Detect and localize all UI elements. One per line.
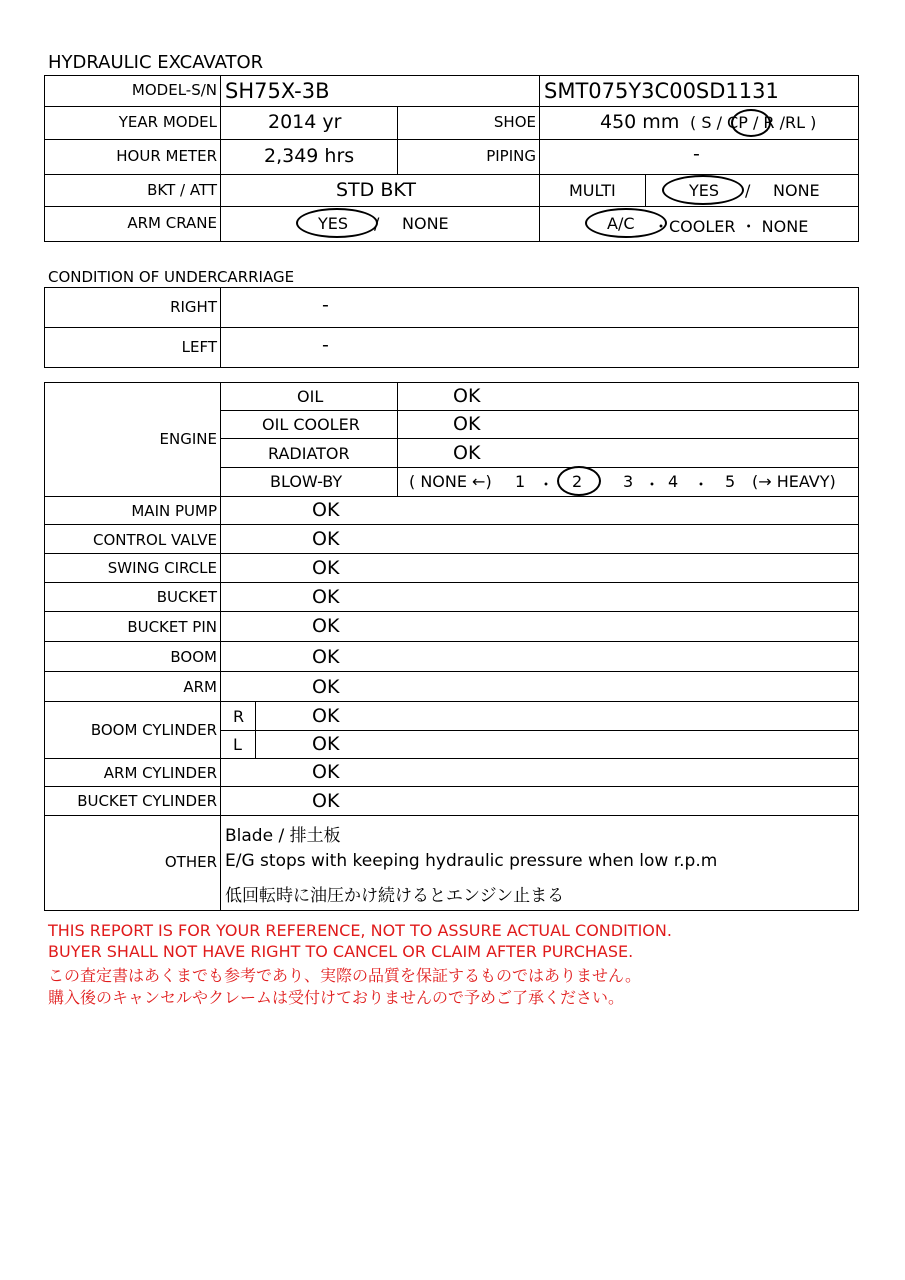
multi-sep: / <box>745 181 751 200</box>
shoe-options: ( S / CP / R /RL ) <box>690 113 817 132</box>
multi-yes: YES <box>689 181 720 200</box>
blowby-dot-2: ・ <box>644 475 661 494</box>
oil-cooler-label: OIL COOLER <box>262 415 360 434</box>
blowby-2: 2 <box>572 472 583 491</box>
crane-yes: YES <box>318 214 349 233</box>
blowby-dot-1: ・ <box>538 475 555 494</box>
arm-value: OK <box>312 676 340 698</box>
crane-yes-circle <box>296 208 378 238</box>
hours-value: 2,349 hrs <box>264 145 355 167</box>
blowby-3: 3 <box>623 472 634 491</box>
main-pump-label: MAIN PUMP <box>131 502 217 520</box>
piping-label: PIPING <box>486 147 536 165</box>
shoe-mm-value: 450 mm <box>600 111 680 133</box>
blowby-scale-start: ( NONE ←) <box>409 472 492 491</box>
hour-meter-label: HOUR METER <box>116 147 217 165</box>
crane-sep: / <box>374 214 380 233</box>
model-value: SH75X-3B <box>225 79 330 103</box>
bucket-cylinder-value: OK <box>312 790 340 812</box>
disclaimer-line-4: 購入後のキャンセルやクレームは受付けておりませんので予めご了承ください。 <box>48 988 625 1007</box>
uc-left-value: - <box>322 334 329 356</box>
uc-right-label: RIGHT <box>170 298 217 316</box>
disclaimer-line-2: BUYER SHALL NOT HAVE RIGHT TO CANCEL OR CLAIM AFTER PURCHASE. <box>48 942 634 961</box>
undercarriage-heading: CONDITION OF UNDERCARRIAGE <box>48 268 295 286</box>
multi-yes-circle <box>662 175 744 205</box>
arm-cylinder-value: OK <box>312 761 340 783</box>
arm-label: ARM <box>183 678 217 696</box>
disclaimer-line-1: THIS REPORT IS FOR YOUR REFERENCE, NOT TO ASSURE ACTUAL CONDITION. <box>48 921 672 940</box>
bucket-value: OK <box>312 586 340 608</box>
blowby-dot-3: ・ <box>693 475 710 494</box>
uc-left-label: LEFT <box>181 338 217 356</box>
other-label: OTHER <box>164 853 217 871</box>
model-sn-label: MODEL-S/N <box>131 81 217 99</box>
boom-label: BOOM <box>170 648 217 666</box>
radiator-value: OK <box>453 442 481 464</box>
arm-crane-label: ARM CRANE <box>127 214 217 232</box>
boom-value: OK <box>312 646 340 668</box>
year-model-label: YEAR MODEL <box>118 113 217 131</box>
condition-table <box>44 382 859 911</box>
oil-value: OK <box>453 385 481 407</box>
oil-label: OIL <box>297 387 324 406</box>
swing-circle-label: SWING CIRCLE <box>107 559 217 577</box>
year-value: 2014 yr <box>268 111 342 133</box>
boom-cyl-l-value: OK <box>312 733 340 755</box>
crane-none: NONE <box>402 214 449 233</box>
bkt-value: STD BKT <box>336 179 416 201</box>
shoe-cp-circle <box>731 109 771 137</box>
bucket-pin-value: OK <box>312 615 340 637</box>
other-line-1: Blade / 排土板 <box>225 826 341 846</box>
blowby-scale-end: (→ HEAVY) <box>752 472 836 491</box>
control-valve-label: CONTROL VALVE <box>92 531 217 549</box>
page-title: HYDRAULIC EXCAVATOR <box>48 52 264 73</box>
swing-circle-value: OK <box>312 557 340 579</box>
boom-cylinder-label: BOOM CYLINDER <box>90 721 217 739</box>
shoe-label: SHOE <box>493 113 536 131</box>
blowby-label: BLOW-BY <box>270 472 343 491</box>
boom-cyl-l-label: L <box>233 735 242 754</box>
main-pump-value: OK <box>312 499 340 521</box>
piping-value: - <box>693 143 700 165</box>
arm-cylinder-label: ARM CYLINDER <box>103 764 217 782</box>
boom-cyl-r-label: R <box>233 707 245 726</box>
bucket-pin-label: BUCKET PIN <box>127 618 217 636</box>
blowby-1: 1 <box>515 472 526 491</box>
ac-rest: ・COOLER ・ NONE <box>653 217 809 236</box>
blowby-2-circle <box>557 466 601 496</box>
bkt-att-label: BKT / ATT <box>147 181 217 199</box>
bucket-cylinder-label: BUCKET CYLINDER <box>77 792 217 810</box>
other-line-2: E/G stops with keeping hydraulic pressure when low r.p.m <box>225 851 718 871</box>
engine-label: ENGINE <box>159 430 217 448</box>
multi-none: NONE <box>773 181 820 200</box>
uc-right-value: - <box>322 294 329 316</box>
blowby-5: 5 <box>725 472 736 491</box>
ac-option: A/C <box>607 214 635 233</box>
serial-value: SMT075Y3C00SD1131 <box>544 79 779 103</box>
blowby-4: 4 <box>668 472 679 491</box>
control-valve-value: OK <box>312 528 340 550</box>
boom-cyl-r-value: OK <box>312 705 340 727</box>
radiator-label: RADIATOR <box>268 444 350 463</box>
disclaimer-line-3: この査定書はあくまでも参考であり、実際の品質を保証するものではありません。 <box>48 966 641 985</box>
other-line-3: 低回転時に油圧かけ続けるとエンジン止まる <box>225 886 565 906</box>
multi-label: MULTI <box>569 181 616 200</box>
bucket-label: BUCKET <box>156 588 217 606</box>
oil-cooler-value: OK <box>453 413 481 435</box>
